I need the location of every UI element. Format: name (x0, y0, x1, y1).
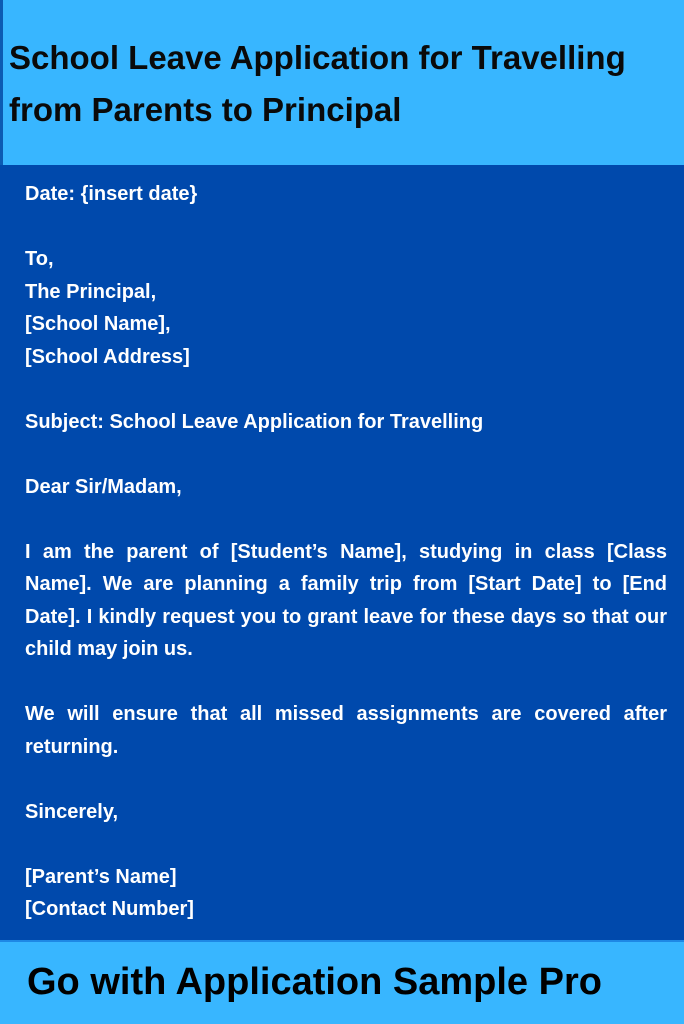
letter-paragraph-assurance: We will ensure that all missed assignments are covered after returning. (25, 703, 667, 758)
signature-contact-number: [Contact Number] (25, 898, 194, 920)
recipient-school-name: [School Name], (25, 313, 171, 335)
letter-subject: Subject: School Leave Application for Travelling (25, 410, 484, 433)
recipient-title: The Principal, (25, 280, 157, 303)
letter-closing: Sincerely, (25, 800, 119, 823)
recipient-block (25, 243, 667, 373)
letter-paragraph-request: I am the parent of [Student’s Name], studying in class [Class Name]. We are planning a family trip from [Start Date] to [End Date]. I kindly request you to grant leave for these days so that our child may join us. (25, 540, 667, 660)
signature-parent-name: [Parent’s Name] (25, 865, 177, 888)
letter-date: Date: {insert date} (25, 183, 198, 205)
letter-body (25, 178, 667, 926)
letter-salutation: Dear Sir/Madam, (25, 475, 182, 498)
signature-block (25, 861, 667, 926)
footer-brand: Go with Application Sample Pro (27, 961, 602, 1003)
title-banner (0, 0, 684, 165)
footer-banner (0, 940, 684, 1024)
page-title: School Leave Application for Travelling from Parents to Principal (9, 39, 626, 128)
recipient-school-address: [School Address] (25, 345, 190, 368)
recipient-to: To, (25, 248, 54, 270)
